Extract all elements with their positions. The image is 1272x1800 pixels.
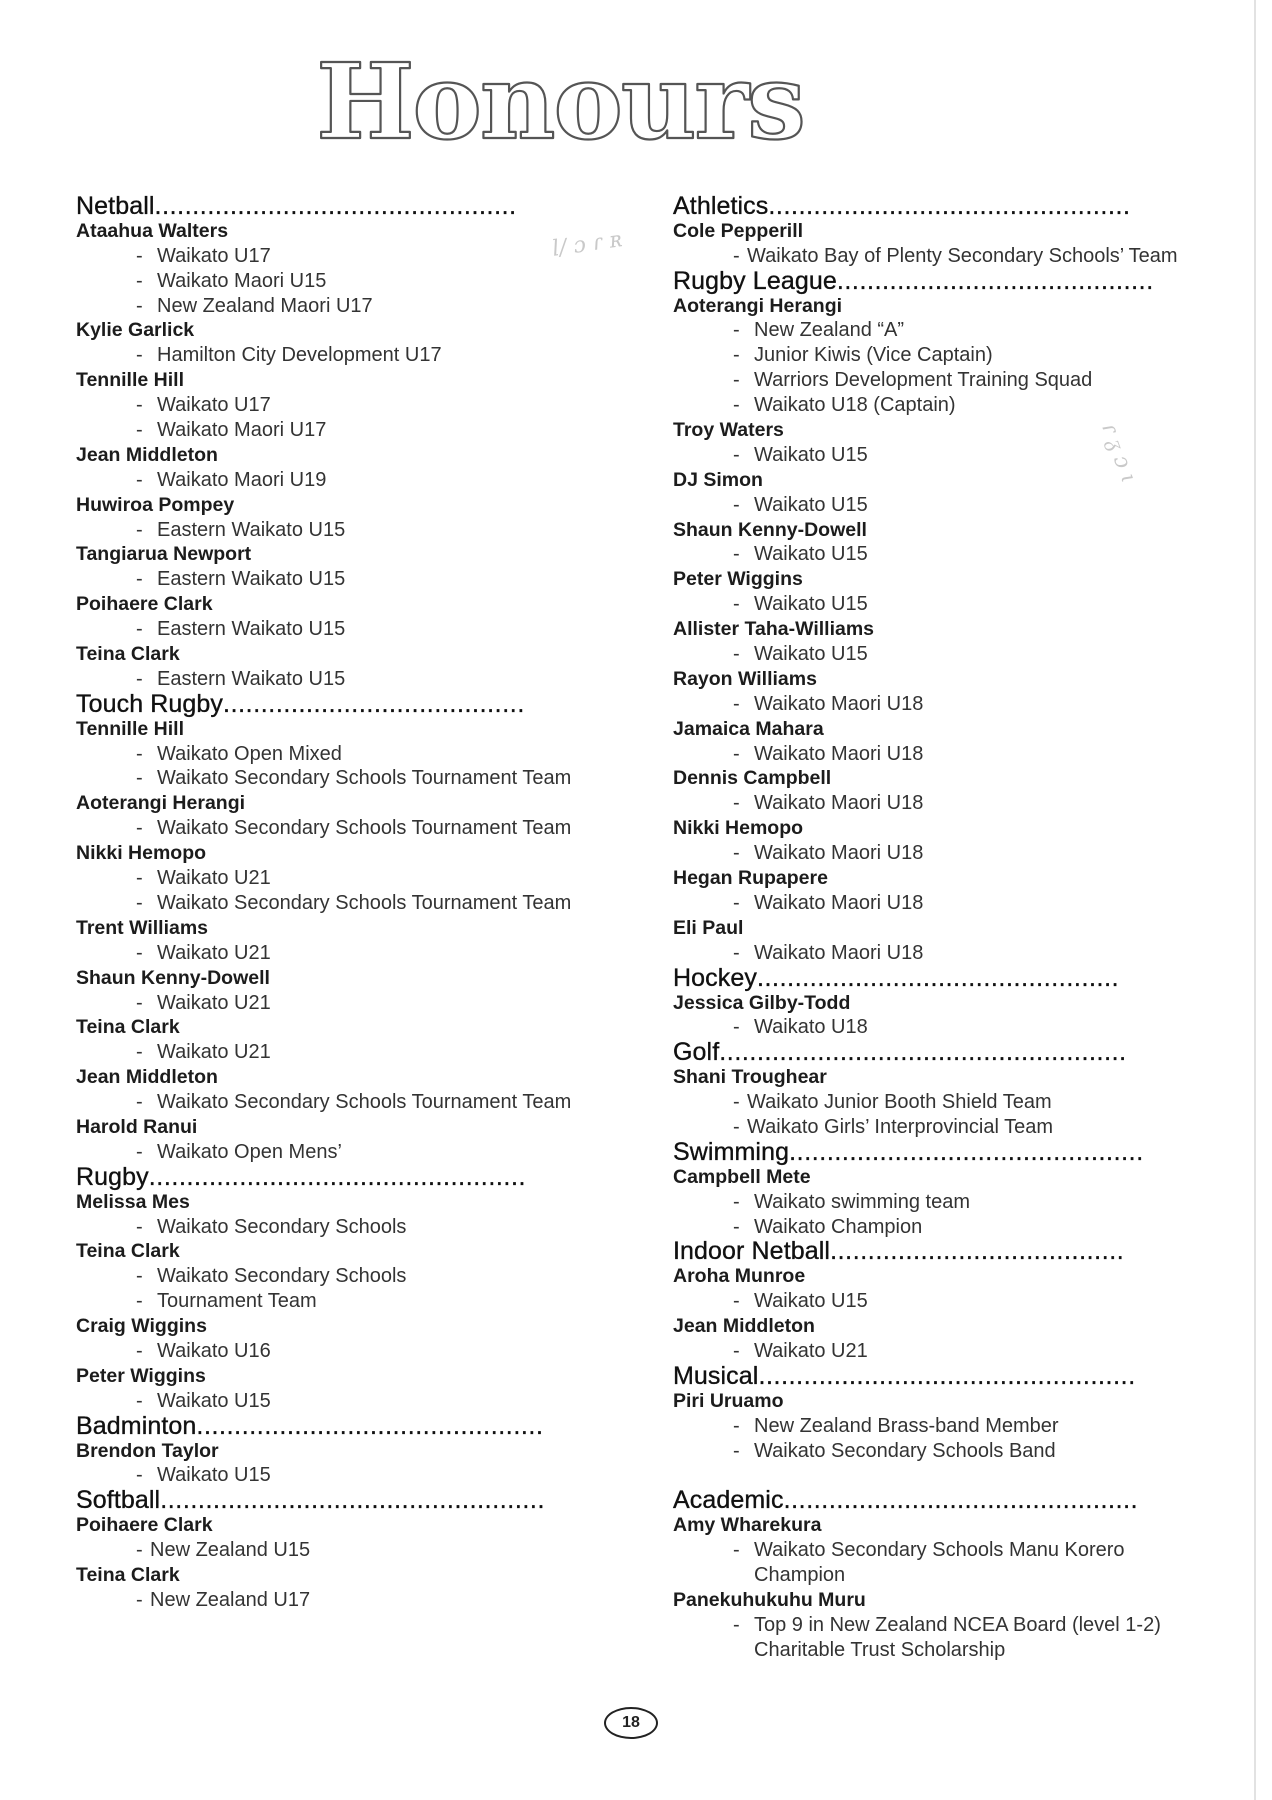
section-heading [673,1488,1243,1513]
person-name: Nikki Hemopo [673,817,804,840]
bullet-dash: - [733,643,740,666]
pencil-mark: ɾ ᵹ ɔ ɩ [1096,419,1142,487]
honour-text: Waikato U15 [157,1389,271,1412]
bullet-dash: - [136,618,143,641]
honour-text: Waikato Secondary Schools Tournament Team [157,817,572,840]
honour-item [673,642,1243,667]
leader-dots: ................................................ [756,963,1120,992]
honour-text: Waikato Open Mixed [157,742,342,765]
person-name: Aoterangi Herangi [76,792,246,815]
honour-text: Waikato Secondary Schools Tournament Team [157,891,572,914]
honour-item [76,891,636,916]
section-heading [76,1162,636,1191]
sport-name: Indoor Netball [673,1237,831,1266]
honour-text: Waikato U21 [157,867,271,890]
bullet-dash: - [733,1439,740,1462]
person-name: Campbell Mete [673,1165,811,1188]
honour-item [673,692,1243,717]
honour-item [76,1140,636,1165]
honour-item [76,1588,636,1613]
honour-text: Waikato Open Mens’ [157,1140,342,1163]
leader-dots: .................................................. [758,1361,1136,1390]
bullet-dash: - [733,344,740,367]
honour-item [76,567,636,592]
sport-name: Touch Rugby [76,689,224,718]
bullet-dash: - [733,1115,740,1138]
honour-text: Tournament Team [157,1290,317,1313]
section-heading [76,689,636,718]
honour-text: Waikato Maori U18 [754,792,924,815]
honour-item [673,891,1243,916]
honour-item [673,1215,1243,1240]
bullet-dash: - [733,891,740,914]
honour-text: Waikato U18 [754,1016,868,1039]
honour-item [76,1264,636,1289]
leader-dots: ............................................... [789,1137,1144,1166]
honour-item [76,941,636,966]
bullet-dash: - [733,1290,740,1313]
bullet-dash: - [136,891,143,914]
person-name: Aroha Munroe [673,1265,806,1288]
honour-item [673,791,1243,816]
honour-text: Waikato Secondary Schools [157,1215,407,1238]
person-name: Melissa Mes [76,1190,190,1213]
honour-item [76,766,636,791]
honour-text: Waikato Secondary Schools Band [754,1439,1056,1462]
section-heading [673,266,1243,295]
bullet-dash: - [733,543,740,566]
pencil-mark: l/ ɔ ɾ ʀ [550,227,624,262]
honours-section-athletics [673,194,1243,269]
honour-text: New Zealand U15 [150,1539,311,1562]
person-name: Dennis Campbell [673,767,832,790]
bullet-dash: - [136,568,143,591]
bullet-dash: - [733,1539,740,1562]
bullet-dash: - [733,369,740,392]
honour-text: Waikato Secondary Schools Manu Korero [754,1539,1125,1562]
person-name: Craig Wiggins [76,1315,207,1338]
section-heading [76,194,636,219]
honour-text: Warriors Development Training Squad [754,369,1093,392]
bullet-dash: - [136,1140,143,1163]
sport-name: Academic [673,1486,784,1515]
bullet-dash: - [136,294,143,317]
bullet-dash: - [733,1215,740,1238]
honour-text: Waikato U15 [157,1464,271,1487]
honour-text: Waikato U17 [157,394,271,417]
person-name: Piri Uruamo [673,1389,784,1412]
person-name: Teina Clark [76,643,180,666]
honour-item [76,294,636,319]
honour-item [673,742,1243,767]
leader-dots: ................................................ [768,192,1131,220]
honour-item [673,1289,1243,1314]
honour-text: Waikato Maori U18 [754,842,924,865]
honour-item [673,542,1243,567]
honour-item [76,468,636,493]
honour-text: Waikato Maori U17 [157,419,327,442]
honours-section-indoor-netball [673,1239,1243,1363]
bullet-dash: - [136,1041,143,1064]
honour-item [76,866,636,891]
person-name: Teina Clark [76,1240,180,1263]
honour-text: Waikato Secondary Schools [157,1265,407,1288]
person-name: Shaun Kenny-Dowell [673,518,867,541]
sport-name: Athletics [673,192,769,220]
honour-item [673,941,1243,966]
person-name: Brendon Taylor [76,1439,219,1462]
honour-text: Eastern Waikato U15 [157,518,346,541]
person-name: Teina Clark [76,1016,180,1039]
person-name: Jessica Gilby-Todd [673,991,851,1014]
honours-section-musical [673,1361,1243,1488]
bullet-dash: - [733,742,740,765]
person-name: Tennille Hill [76,717,184,740]
section-heading [673,1040,1243,1065]
bullet-dash: - [136,468,143,491]
honour-text: Waikato U15 [754,1290,868,1313]
sport-name: Hockey [673,963,757,992]
honour-item [673,493,1243,518]
honour-item [673,592,1243,617]
person-name: Cole Pepperill [673,219,804,242]
sport-name: Softball [76,1486,161,1515]
leader-dots: ....................................... [830,1237,1125,1266]
honour-text: Waikato Secondary Schools Tournament Team [157,1091,572,1114]
person-name: Ataahua Walters [76,219,229,242]
person-name: Eli Paul [673,916,744,939]
title-text: Honours [316,48,804,158]
honour-item [673,1015,1243,1040]
person-name: Shaun Kenny-Dowell [76,966,270,989]
section-heading [673,1361,1243,1390]
honour-text: Waikato Maori U18 [754,742,924,765]
leader-dots: ...................................................... [719,1038,1127,1067]
person-name: Jean Middleton [76,1066,218,1089]
honour-item [76,1040,636,1065]
person-name: Teina Clark [76,1563,180,1586]
bullet-dash: - [136,867,143,890]
honour-item [76,617,636,642]
bullet-dash: - [136,1290,143,1313]
bullet-dash: - [733,1091,740,1114]
honour-item [673,318,1243,343]
person-name: Aoterangi Herangi [673,294,843,317]
bullet-dash: - [733,692,740,715]
page-edge [1254,0,1256,1800]
bullet-dash: - [733,842,740,865]
honours-section-badminton [76,1411,636,1489]
leader-dots: ........................................ [223,689,525,718]
honour-text: Waikato U15 [754,493,868,516]
honour-item [76,269,636,294]
honour-item [673,1613,1243,1638]
honours-section-netball [76,194,636,692]
person-name: Hegan Rupapere [673,867,828,890]
honour-item [673,1638,1243,1663]
honour-text: Eastern Waikato U15 [157,667,346,690]
honour-item [673,1339,1243,1364]
honour-text: Waikato Maori U18 [754,891,924,914]
bullet-dash: - [136,667,143,690]
honour-item [76,393,636,418]
honour-text: Charitable Trust Scholarship [754,1638,1006,1661]
honour-text: New Zealand Brass-band Member [754,1414,1059,1437]
honour-item [673,1439,1243,1464]
bullet-dash: - [136,817,143,840]
sport-name: Golf [673,1038,720,1067]
bullet-dash: - [733,244,740,267]
bullet-dash: - [136,767,143,790]
section-heading [673,963,1243,992]
bullet-dash: - [733,443,740,466]
bullet-dash: - [136,941,143,964]
sport-name: Badminton [76,1411,197,1440]
honour-text: Waikato U16 [157,1339,271,1362]
bullet-dash: - [733,1190,740,1213]
honour-text: Junior Kiwis (Vice Captain) [754,344,993,367]
honour-item [673,1563,1243,1588]
section-heading [673,194,1243,219]
left-column [76,194,636,1613]
section-heading [673,1239,1243,1264]
honours-section-golf [673,1040,1243,1140]
honour-item [76,1289,636,1314]
honours-section-rugby-league [673,266,1243,966]
honour-item [76,418,636,443]
honours-section-rugby [76,1162,636,1414]
leader-dots: .............................................. [196,1411,544,1440]
leader-dots: .................................................. [148,1162,527,1191]
person-name: Nikki Hemopo [76,842,207,865]
person-name: Jean Middleton [76,443,218,466]
honour-item [673,244,1243,269]
honour-text: Waikato Maori U18 [754,692,924,715]
honour-text: Waikato Maori U15 [157,269,327,292]
honour-item [76,816,636,841]
honour-item [76,343,636,368]
honour-item [673,1414,1243,1439]
honour-item [673,1190,1243,1215]
page-number: 18 [604,1707,658,1739]
person-name: Trent Williams [76,916,209,939]
section-heading [76,1411,636,1440]
person-name: Amy Wharekura [673,1514,822,1537]
honour-text: Waikato Maori U18 [754,941,924,964]
bullet-dash: - [136,742,143,765]
sport-name: Rugby [76,1162,149,1191]
honour-item [76,1090,636,1115]
bullet-dash: - [733,493,740,516]
person-name: DJ Simon [673,468,763,491]
honour-item [76,1463,636,1488]
bullet-dash: - [733,1016,740,1039]
honour-text: Waikato U15 [754,443,868,466]
person-name: Harold Ranui [76,1115,198,1138]
honour-item [673,393,1243,418]
leader-dots: ................................................ [154,192,517,220]
honour-text: New Zealand Maori U17 [157,294,373,317]
bullet-dash: - [136,991,143,1014]
bullet-dash: - [136,1588,143,1611]
person-name: Troy Waters [673,419,784,442]
bullet-dash: - [136,1389,143,1412]
honour-text: Eastern Waikato U15 [157,568,346,591]
honour-item [673,1115,1243,1140]
bullet-dash: - [733,792,740,815]
person-name: Tangiarua Newport [76,543,252,566]
bullet-dash: - [136,344,143,367]
honour-item [76,1538,636,1563]
bullet-dash: - [136,1215,143,1238]
honour-text: New Zealand “A” [754,319,905,342]
sport-name: Swimming [673,1137,790,1166]
section-heading [76,1488,636,1513]
sport-name: Netball [76,192,155,220]
honour-text: Waikato Junior Booth Shield Team [747,1091,1052,1114]
honour-text: Waikato Bay of Plenty Secondary Schools’ Team [747,244,1178,267]
honour-text: Waikato U18 (Captain) [754,394,956,417]
honour-text: Waikato swimming team [754,1190,970,1213]
person-name: Poihaere Clark [76,593,213,616]
leader-dots: ............................................... [783,1486,1139,1515]
bullet-dash: - [733,394,740,417]
honour-text: Waikato U15 [754,643,868,666]
person-name: Panekuhukuhu Muru [673,1588,866,1611]
bullet-dash: - [136,394,143,417]
bullet-dash: - [136,1539,143,1562]
person-name: Huwiroa Pompey [76,493,235,516]
person-name: Rayon Williams [673,667,817,690]
honour-item [673,1090,1243,1115]
honour-item [673,443,1243,468]
bullet-dash: - [733,1414,740,1437]
section-heading [673,1137,1243,1166]
person-name: Tennille Hill [76,369,184,392]
honours-section-academic [673,1488,1243,1662]
honour-text: Top 9 in New Zealand NCEA Board (level 1-2) [754,1613,1161,1636]
honour-text: Waikato Champion [754,1215,923,1238]
honour-text: New Zealand U17 [150,1588,311,1611]
honour-text: Champion [754,1563,846,1586]
honours-section-softball [76,1488,636,1612]
honour-text: Waikato Girls’ Interprovincial Team [747,1115,1054,1138]
honour-text: Waikato Secondary Schools Tournament Team [157,767,572,790]
leader-dots: .......................................... [836,266,1154,295]
honours-section-touch-rugby [76,689,636,1165]
honour-item [76,742,636,767]
bullet-dash: - [136,1464,143,1487]
bullet-dash: - [136,1339,143,1362]
page-title [300,48,820,158]
honour-item [673,841,1243,866]
person-name: Jean Middleton [673,1315,815,1338]
right-column [673,194,1243,1663]
honour-item [76,1389,636,1414]
bullet-dash: - [136,518,143,541]
bullet-dash: - [733,1613,740,1636]
honour-item [673,368,1243,393]
person-name: Shani Troughear [673,1066,827,1089]
honour-item [76,1215,636,1240]
bullet-dash: - [136,244,143,267]
honour-text: Hamilton City Development U17 [157,344,442,367]
honour-item [673,343,1243,368]
person-name: Allister Taha-Williams [673,618,875,641]
person-name: Peter Wiggins [673,568,803,591]
honour-text: Waikato U21 [157,991,271,1014]
sport-name: Rugby League [673,266,837,295]
sport-name: Musical [673,1361,759,1390]
honour-text: Waikato U21 [157,1041,271,1064]
section-spacer [673,1463,1243,1488]
honour-item [76,1339,636,1364]
leader-dots: ................................................... [160,1486,546,1515]
person-name: Poihaere Clark [76,1514,213,1537]
honour-item [76,991,636,1016]
honour-text: Waikato U15 [754,543,868,566]
honour-text: Waikato U17 [157,244,271,267]
honour-text: Waikato U21 [157,941,271,964]
honour-text: Waikato Maori U19 [157,468,327,491]
honours-section-swimming [673,1137,1243,1240]
honour-item [76,667,636,692]
honour-text: Eastern Waikato U15 [157,618,346,641]
person-name: Kylie Garlick [76,319,195,342]
honour-item [76,518,636,543]
honour-item [76,244,636,269]
bullet-dash: - [733,941,740,964]
bullet-dash: - [136,1091,143,1114]
honour-text: Waikato U21 [754,1339,868,1362]
honour-text: Waikato U15 [754,593,868,616]
bullet-dash: - [136,269,143,292]
honours-section-hockey [673,963,1243,1041]
honour-item [673,1538,1243,1563]
person-name: Peter Wiggins [76,1364,206,1387]
bullet-dash: - [136,419,143,442]
person-name: Jamaica Mahara [673,717,824,740]
bullet-dash: - [733,1339,740,1362]
bullet-dash: - [733,593,740,616]
bullet-dash: - [733,319,740,342]
bullet-dash: - [136,1265,143,1288]
